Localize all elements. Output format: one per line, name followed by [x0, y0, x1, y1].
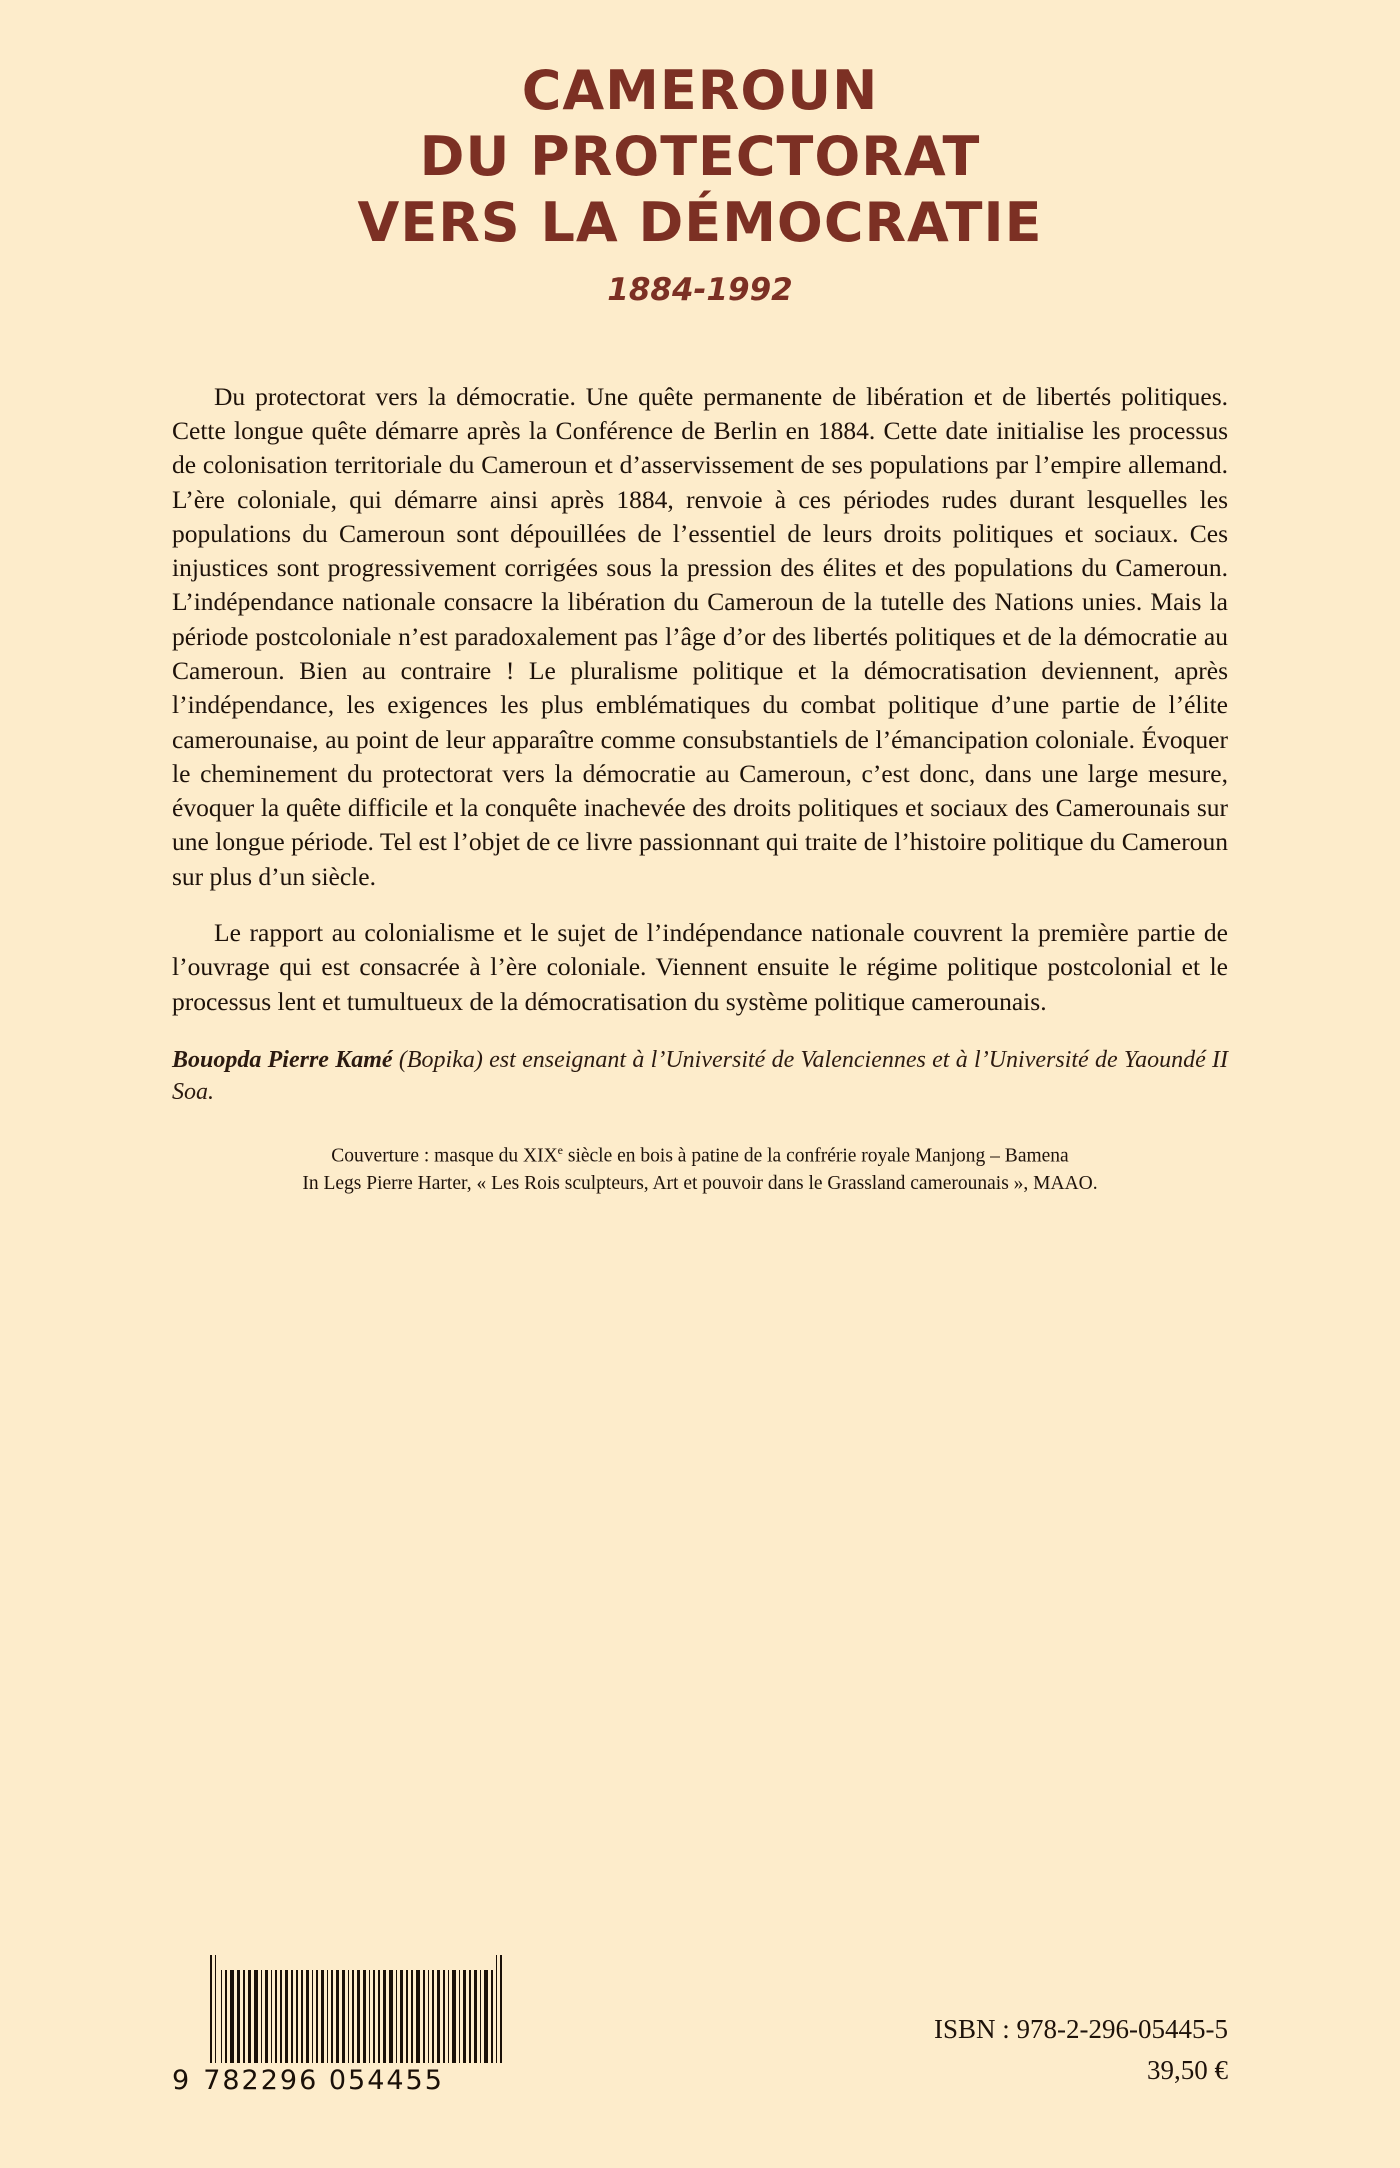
- cover-credit-line-1: [172, 1142, 1228, 1170]
- author-note: [172, 1045, 1228, 1108]
- barcode-lead-digit: 9: [172, 2065, 192, 2096]
- isbn-number: ISBN : 978-2-296-05445-5: [934, 2014, 1228, 2044]
- title-line-1: CAMEROUN: [521, 59, 879, 122]
- cover-credit-text-after: siècle en bois à patine de la confrérie royale Manjong – Bamena: [562, 1145, 1069, 1167]
- cover-credit-superscript: e: [557, 1143, 563, 1158]
- cover-credit: [172, 1142, 1228, 1197]
- barcode-number: 782296 054455: [203, 2065, 444, 2096]
- isbn-block: [934, 2009, 1228, 2096]
- title-block: [172, 0, 1228, 308]
- title-line-3: VERS LA DÉMOCRATIE: [357, 190, 1043, 254]
- title-line-2: DU PROTECTORAT: [419, 124, 981, 188]
- cover-credit-text-before: Couverture : masque du XIX: [331, 1145, 558, 1167]
- author-bio: (Bopika) est enseignant à l’Université de Valenciennes et à l’Université de Yaoundé II Soa.: [172, 1046, 1229, 1105]
- barcode-digits: [172, 2065, 502, 2096]
- cover-credit-line-2: In Legs Pierre Harter, « Les Rois sculpteurs, Art et pouvoir dans le Grassland camerounais », MAAO.: [302, 1173, 1098, 1195]
- barcode-block: [172, 1955, 502, 2096]
- blurb-text: [172, 380, 1228, 1019]
- barcode-image: [210, 1955, 502, 2063]
- author-name: Bouopda Pierre Kamé: [172, 1046, 393, 1073]
- subtitle-date-range: 1884-1992: [607, 271, 793, 308]
- footer: [172, 1955, 1228, 2096]
- blurb-paragraph-2: Le rapport au colonialisme et le sujet de l’indépendance nationale couvrent la première partie de l’ouvrage qui est consacrée à l’ère coloniale. Viennent ensuite le régime politique postcolonial et le processus lent et tumultueux de la démocratisation du système politique camerounais.: [172, 918, 1228, 1016]
- price: 39,50 €: [1147, 2054, 1228, 2085]
- blurb-paragraph-1: Du protectorat vers la démocratie. Une quête permanente de libération et de libertés politiques. Cette longue quête démarre après la Conférence de Berlin en 1884. Cette date initialise les processus de colonisation territoriale du Cameroun et d’asservissement de ses populations par l’empire allemand. L’ère coloniale, qui démarre ainsi après 1884, renvoie à ces périodes rudes durant lesquelles les populations du Cameroun sont dépouillées de l’essentiel de leurs droits politiques et sociaux. Ces injustices sont progressivement corrigées sous la pression des élites et des populations du Cameroun. L’indépendance nationale consacre la libération du Cameroun de la tutelle des Nations unies. Mais la période postcoloniale n’est paradoxalement pas l’âge d’or des libertés politiques et de la démocratie au Cameroun. Bien au contraire ! Le pluralisme politique et la démocratisation deviennent, après l’indépendance, les exigences les plus emblématiques du combat politique d’une partie de l’élite camerounaise, au point de leur apparaître comme consubstantiels de l’émancipation coloniale. Évoquer le cheminement du protectorat vers la démocratie au Cameroun, c’est donc, dans une large mesure, évoquer la quête difficile et la conquête inachevée des droits politiques et sociaux des Camerounais sur une longue période. Tel est l’objet de ce livre passionnant qui traite de l’histoire politique du Cameroun sur plus d’un siècle.: [172, 381, 1228, 891]
